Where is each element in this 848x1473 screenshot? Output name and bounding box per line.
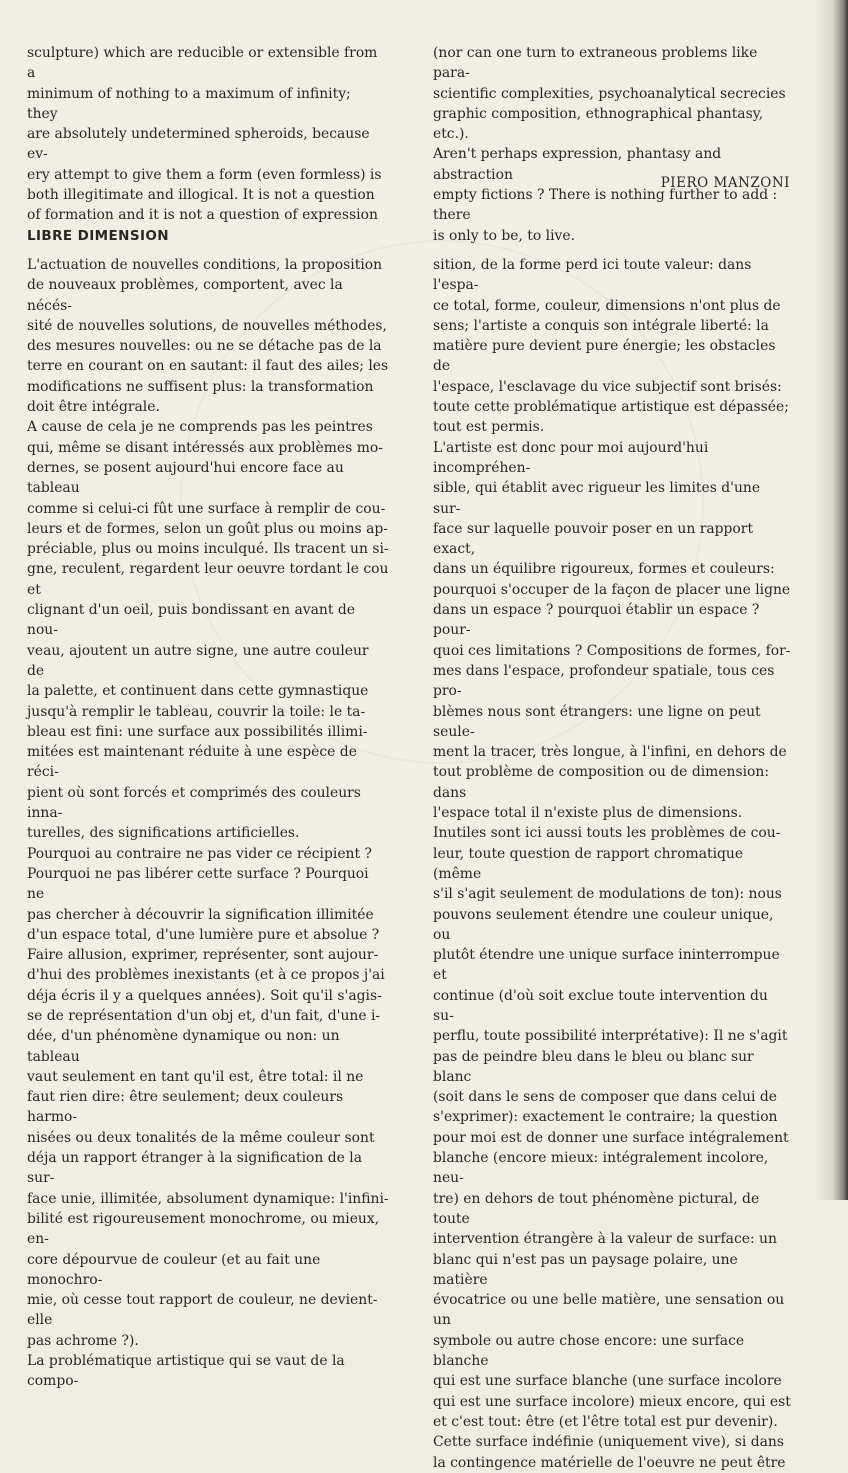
article-right-column xyxy=(433,255,791,1473)
text-line: qui, même se disant intéressés aux problèmes mo- xyxy=(27,439,383,456)
text-line: qui est une surface blanche (une surface incolore xyxy=(433,1373,782,1390)
text-line: toute cette problématique artistique est dépassée; xyxy=(433,399,789,416)
text-line: of formation and it is not a question of expression xyxy=(27,207,378,224)
text-line: pient où sont forcés et comprimés des couleurs inna- xyxy=(27,784,361,822)
text-line: sité de nouvelles solutions, de nouvelles méthodes, xyxy=(27,317,387,334)
text-line: faut rien dire: être seulement; deux couleurs harmo- xyxy=(27,1089,344,1126)
text-line: (nor can one turn to extraneous problems like para- xyxy=(433,45,758,82)
text-line: mitées est maintenant réduite à une espèce de réci- xyxy=(27,744,357,781)
text-line: ce total, forme, couleur, dimensions n'ont plus de xyxy=(433,297,781,314)
page-binding-shadow xyxy=(814,0,848,1200)
text-line: symbole ou autre chose encore: une surface blanche xyxy=(433,1332,745,1370)
text-line: tre) en dehors de tout phénomène pictural, de toute xyxy=(433,1190,760,1227)
text-line: plutôt étendre une unique surface ininterrompue et xyxy=(433,947,780,984)
intro-left-column xyxy=(27,43,383,226)
text-line: empty fictions ? There is nothing further to add : there xyxy=(433,187,778,224)
text-line: pour moi est de donner une surface intégralement xyxy=(433,1129,789,1146)
text-line: matière pure devient pure énergie; les obstacles de xyxy=(433,338,776,375)
text-line: d'hui des problèmes inexistants (et à ce propos j'ai xyxy=(27,967,385,984)
text-line: face unie, illimitée, absolument dynamique: l'infini- xyxy=(27,1190,389,1207)
text-line: sible, qui établit avec rigueur les limites d'une sur- xyxy=(433,480,761,517)
text-line: de nouveaux problèmes, comportent, avec la nécés- xyxy=(27,277,343,314)
text-line: Pourquoi au contraire ne pas vider ce récipient ? xyxy=(27,845,372,862)
text-line: pas chercher à découvrir la signification illimitée xyxy=(27,906,374,923)
text-line: se de représentation d'un obj et, d'un fait, d'une i- xyxy=(27,1007,381,1024)
article-left-column xyxy=(27,255,389,1392)
text-line: ery attempt to give them a form (even formless) is xyxy=(27,166,382,183)
text-line: blèmes nous sont étrangers: une ligne on peut seule- xyxy=(433,703,761,740)
text-line: dans un espace ? pourquoi établir un espace ? pour- xyxy=(433,602,760,639)
text-line: la contingence matérielle de l'oeuvre ne peut être xyxy=(433,1454,786,1471)
text-line: nisées ou deux tonalités de la même couleur sont xyxy=(27,1129,375,1146)
intro-right-column xyxy=(433,43,791,246)
text-line: s'exprimer): exactement le contraire; la question xyxy=(433,1109,778,1126)
text-line: Pourquoi ne pas libérer cette surface ? Pourquoi ne xyxy=(27,865,369,903)
text-line: déja un rapport étranger à la signification de la sur- xyxy=(27,1150,362,1187)
text-line: bilité est rigoureusement monochrome, ou mieux, en- xyxy=(27,1210,380,1248)
text-line: blanche (encore mieux: intégralement incolore, neu- xyxy=(433,1150,769,1187)
text-line: turelles, des significations artificielles. xyxy=(27,825,300,842)
text-line: La problématique artistique qui se vaut de la compo- xyxy=(27,1353,345,1390)
text-line: Cette surface indéfinie (uniquement vive), si dans xyxy=(433,1434,784,1451)
text-line: blanc qui n'est pas un paysage polaire, une matière xyxy=(433,1251,738,1288)
text-line: quoi ces limitations ? Compositions de formes, for- xyxy=(433,642,791,659)
text-line: des mesures nouvelles: ou ne se détache pas de la xyxy=(27,338,382,355)
text-line: comme si celui-ci fût une surface à remplir de cou- xyxy=(27,500,386,517)
text-line: déja écris il y a quelques années). Soit qu'il s'agis- xyxy=(27,987,382,1004)
text-line: leurs et de formes, selon un goût plus ou moins ap- xyxy=(27,520,388,537)
text-line: préciable, plus ou moins inculqué. Ils tracent un si- xyxy=(27,541,389,558)
text-line: perflu, toute possibilité interprétative): Il ne s'agit xyxy=(433,1028,788,1045)
text-line: face sur laquelle pouvoir poser en un rapport exact, xyxy=(433,520,754,558)
text-line: s'il s'agit seulement de modulations de ton): nous xyxy=(433,886,782,903)
text-line: Aren't perhaps expression, phantasy and abstraction xyxy=(433,146,722,183)
text-line: l'espace, l'esclavage du vice subjectif sont brisés: xyxy=(433,378,782,395)
text-line: graphic composition, ethnographical phantasy, etc.). xyxy=(433,105,764,143)
text-line: intervention étrangère à la valeur de surface: un xyxy=(433,1231,777,1248)
text-line: leur, toute question de rapport chromatique (même xyxy=(433,845,744,882)
text-line: sens; l'artiste a conquis son intégrale liberté: la xyxy=(433,317,769,334)
text-line: ment la tracer, très longue, à l'infini, en dehors de xyxy=(433,744,787,761)
text-line: pouvons seulement étendre une couleur unique, ou xyxy=(433,906,774,943)
text-line: mie, où cesse tout rapport de couleur, ne devient-elle xyxy=(27,1292,378,1329)
text-line: L'artiste est donc pour moi aujourd'hui incompréhen- xyxy=(433,439,709,476)
text-line: Faire allusion, exprimer, représenter, sont aujour- xyxy=(27,947,379,964)
text-line: et c'est tout: être (et l'être total est pur devenir). xyxy=(433,1413,778,1430)
text-line: qui est une surface incolore) mieux encore, qui est xyxy=(433,1393,791,1410)
text-line: bleau est fini: une surface aux possibilités illimi- xyxy=(27,723,368,740)
text-line: pas de peindre bleu dans le bleu ou blanc sur blanc xyxy=(433,1048,754,1085)
text-line: pas achrome ?). xyxy=(27,1332,139,1349)
text-line: are absolutely undetermined spheroids, because ev- xyxy=(27,126,370,163)
text-line: vaut seulement en tant qu'il est, être total: il ne xyxy=(27,1068,364,1085)
text-line: continue (d'où soit exclue toute intervention du su- xyxy=(433,987,768,1024)
text-line: clignant d'un oeil, puis bondissant en avant de nou- xyxy=(27,602,355,639)
author-signature: PIERO MANZONI xyxy=(660,175,790,191)
text-line: is only to be, to live. xyxy=(433,227,576,244)
text-line: jusqu'à remplir le tableau, couvrir la toile: le ta- xyxy=(27,703,366,720)
text-line: L'actuation de nouvelles conditions, la proposition xyxy=(27,257,383,273)
text-line: dans un équilibre rigoureux, formes et couleurs: xyxy=(433,561,775,578)
text-line: (soit dans le sens de composer que dans celui de xyxy=(433,1089,777,1106)
text-line: l'espace total il n'existe plus de dimensions. xyxy=(433,805,743,822)
article-title: LIBRE DIMENSION xyxy=(27,228,169,244)
text-line: doit être intégrale. xyxy=(27,399,160,416)
text-line: tout problème de composition ou de dimension: dans xyxy=(433,764,770,801)
text-line: tout est permis. xyxy=(433,419,545,436)
text-line: sition, de la forme perd ici toute valeur: dans l'espa- xyxy=(433,257,752,294)
text-line: dernes, se posent aujourd'hui encore face au tableau xyxy=(27,459,344,497)
text-line: terre en courant on en sautant: il faut des ailes; les xyxy=(27,358,389,375)
text-line: la palette, et continuent dans cette gymnastique xyxy=(27,683,369,700)
text-line: modifications ne suffisent plus: la transformation xyxy=(27,378,374,395)
text-line: minimum of nothing to a maximum of infinity; they xyxy=(27,85,351,122)
text-line: d'un espace total, d'une lumière pure et absolue ? xyxy=(27,926,380,943)
text-line: mes dans l'espace, profondeur spatiale, tous ces pro- xyxy=(433,662,775,700)
text-line: Inutiles sont ici aussi touts les problèmes de cou- xyxy=(433,825,781,842)
text-line: core dépourvue de couleur (et au fait une monochro- xyxy=(27,1251,321,1288)
text-line: pourquoi s'occuper de la façon de placer une ligne xyxy=(433,581,791,598)
text-line: both illegitimate and illogical. It is not a question xyxy=(27,187,375,204)
text-line: dée, d'un phénomène dynamique ou non: un tableau xyxy=(27,1028,340,1065)
text-line: A cause de cela je ne comprends pas les peintres xyxy=(27,419,373,436)
text-line: sculpture) which are reducible or extensible from a xyxy=(27,45,378,82)
text-line: évocatrice ou une belle matière, une sensation ou un xyxy=(433,1292,785,1329)
text-line: scientific complexities, psychoanalytical secrecies xyxy=(433,85,786,102)
text-line: veau, ajoutent un autre signe, une autre couleur de xyxy=(27,642,369,679)
text-line: gne, reculent, regardent leur oeuvre tordant le cou et xyxy=(27,561,389,598)
